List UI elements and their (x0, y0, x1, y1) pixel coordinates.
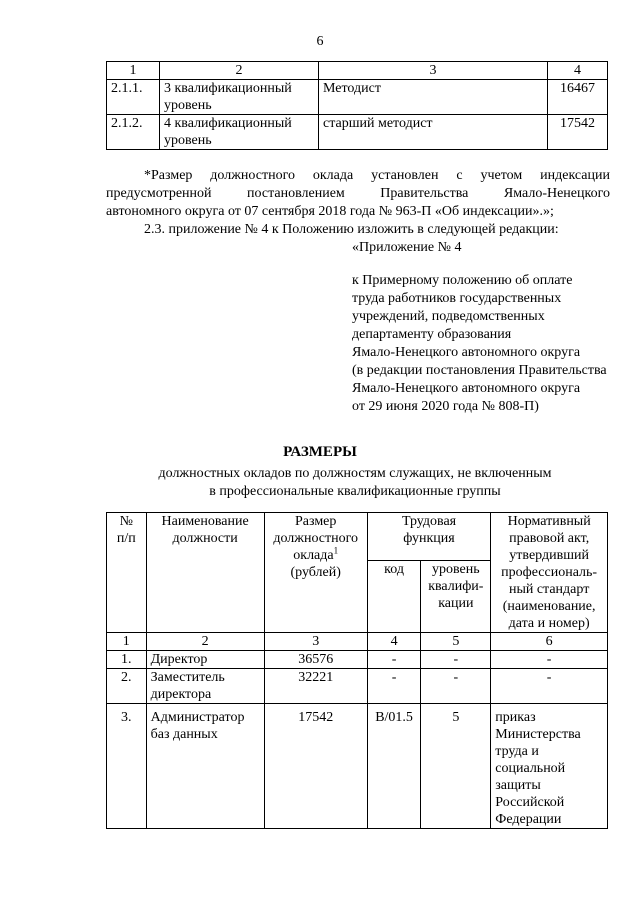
header-labor-function: Трудовая функция (367, 513, 491, 561)
column-number: 6 (491, 633, 608, 651)
salary-value: 32221 (264, 669, 367, 704)
row-number: 1. (107, 651, 147, 669)
salary-table (106, 512, 608, 829)
page-number: 6 (316, 34, 324, 49)
function-code: - (367, 669, 421, 704)
qualification-level: 5 (421, 704, 491, 829)
table-row (107, 651, 608, 669)
header-salary: Размер должностного оклада$^1$ (рублей) (264, 513, 367, 633)
qualification-level: 4 квалификационный уровень (160, 115, 319, 150)
table-header-row (107, 513, 608, 561)
column-number-row (107, 633, 608, 651)
row-number: 2.1.1. (107, 80, 160, 115)
row-number: 3. (107, 704, 147, 829)
qualification-level: 3 квалификационный уровень (160, 80, 319, 115)
header-legal-act: Нормативный правовой акт, утвердивший профессиональ- ный стандарт (наименование, дата и номер) (491, 513, 608, 633)
legal-act: - (491, 669, 608, 704)
table-row (107, 704, 608, 829)
amendment-item-2-3: 2.3. приложение № 4 к Положению изложить в следующей редакции: (144, 222, 559, 237)
table-row (107, 115, 608, 150)
legal-act: - (491, 651, 608, 669)
salary-value: 16467 (548, 80, 608, 115)
appendix-title: «Приложение № 4 (352, 240, 462, 255)
salary-value: 17542 (264, 704, 367, 829)
row-number: 2. (107, 669, 147, 704)
header-cell: 1 (107, 62, 160, 80)
qualification-level: - (421, 651, 491, 669)
footnote-line-3: автономного округа от 07 сентября 2018 года № 963-П «Об индексации».»; (106, 204, 554, 219)
table-row (107, 80, 608, 115)
qualification-level: - (421, 669, 491, 704)
section-heading: РАЗМЕРЫ (283, 444, 357, 460)
column-number: 3 (264, 633, 367, 651)
header-cell: 2 (160, 62, 319, 80)
header-cell: 3 (319, 62, 548, 80)
column-number: 4 (367, 633, 421, 651)
salary-value: 36576 (264, 651, 367, 669)
position-name: Директор (146, 651, 264, 669)
header-cell: 4 (548, 62, 608, 80)
column-number: 5 (421, 633, 491, 651)
footnote-line-1: *Размер должностного оклада установлен с учетом индексации (144, 168, 610, 183)
position-name: Методист (319, 80, 548, 115)
column-number: 2 (146, 633, 264, 651)
table-row (107, 669, 608, 704)
appendix-caption: к Примерному положению об оплате труда работников государственных учреждений, подведомственных департаменту образования Ямало-Ненецкого автономного округа (в редакции постановления Правительства Ямало-Ненецкого автономного округа от 29 июня 2020 года № 808-П) (352, 273, 607, 414)
header-code: код (367, 561, 421, 633)
header-num: № п/п (107, 513, 147, 633)
function-code: - (367, 651, 421, 669)
header-level: уровень квалифи- кации (421, 561, 491, 633)
position-name: старший методист (319, 115, 548, 150)
row-number: 2.1.2. (107, 115, 160, 150)
legal-act: приказ Министерства труда и социальной защиты Российской Федерации (491, 704, 608, 829)
function-code: B/01.5 (367, 704, 421, 829)
table-header-row (107, 62, 608, 80)
footnote-line-2: предусмотренной постановлением Правительства Ямало-Ненецкого (106, 186, 610, 201)
column-number: 1 (107, 633, 147, 651)
salary-table-continued (106, 61, 608, 150)
header-position: Наименование должности (146, 513, 264, 633)
position-name: Заместитель директора (146, 669, 264, 704)
position-name: Администратор баз данных (146, 704, 264, 829)
salary-value: 17542 (548, 115, 608, 150)
section-subheading: должностных окладов по должностям служащих, не включенным в профессиональные квалификационные группы (158, 466, 552, 499)
